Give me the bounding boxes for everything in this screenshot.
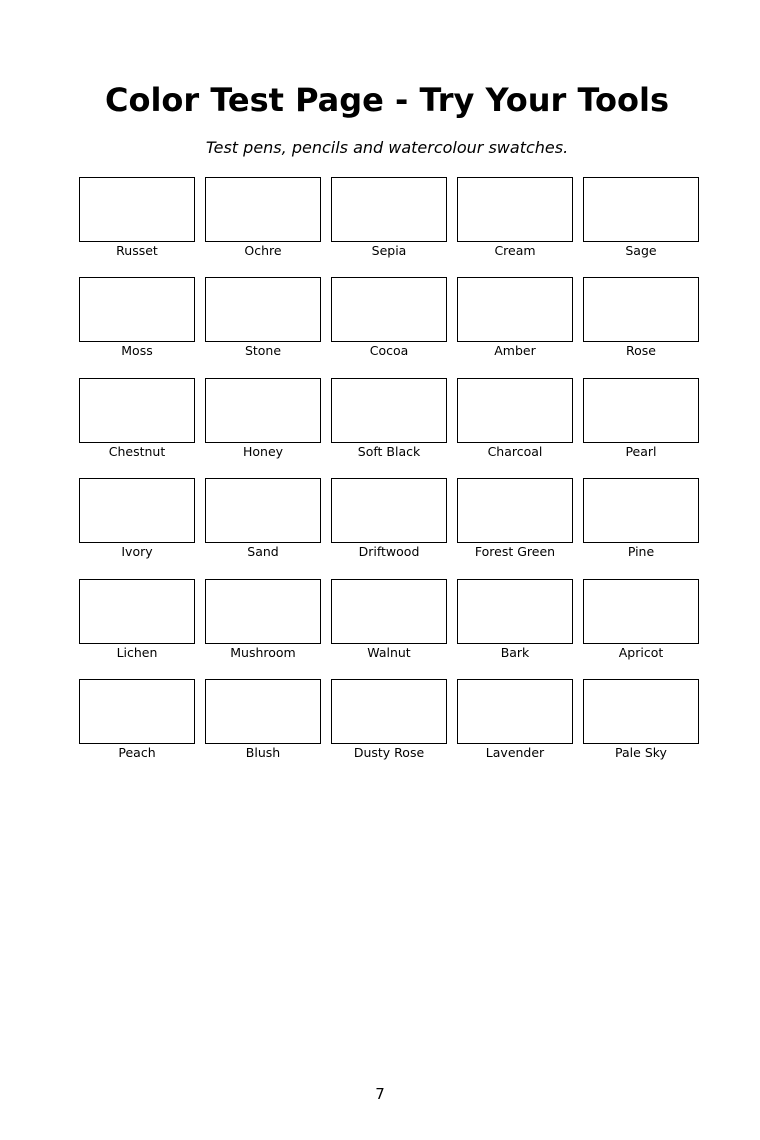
swatch-box <box>205 277 321 342</box>
swatch-cell <box>79 277 195 377</box>
swatch-box <box>331 277 447 342</box>
swatch-cell <box>205 277 321 377</box>
swatch-label: Ochre <box>244 243 282 258</box>
swatch-cell <box>583 277 699 377</box>
swatch-box <box>205 478 321 543</box>
swatch-box <box>457 679 573 744</box>
swatch-label: Blush <box>245 744 281 760</box>
swatch-label: Pearl <box>625 443 657 459</box>
swatch-label: Forest Green <box>474 544 556 560</box>
swatch-box <box>583 277 699 342</box>
swatch-cell <box>457 378 573 478</box>
swatch-cell <box>331 277 447 377</box>
swatch-label: Amber <box>494 343 536 359</box>
swatch-label: Cocoa <box>369 343 409 359</box>
page-subtitle: Test pens, pencils and watercolour swatches. <box>205 138 569 157</box>
swatch-grid <box>79 177 698 779</box>
swatch-label: Bark <box>500 644 530 660</box>
swatch-box <box>205 579 321 644</box>
swatch-box <box>205 378 321 443</box>
swatch-cell <box>205 177 321 277</box>
swatch-box <box>331 177 447 242</box>
swatch-label: Cream <box>494 243 536 258</box>
swatch-box <box>79 478 195 543</box>
swatch-cell <box>583 478 699 578</box>
swatch-label: Charcoal <box>487 443 543 459</box>
page-number: 7 <box>375 1085 385 1103</box>
swatch-cell <box>331 579 447 679</box>
swatch-cell <box>205 679 321 779</box>
swatch-cell <box>205 579 321 679</box>
swatch-box <box>331 679 447 744</box>
swatch-cell <box>79 679 195 779</box>
swatch-box <box>583 177 699 242</box>
swatch-cell <box>331 679 447 779</box>
swatch-label: Lavender <box>485 744 545 760</box>
swatch-label: Sand <box>247 544 279 560</box>
swatch-cell <box>457 478 573 578</box>
swatch-box <box>457 277 573 342</box>
swatch-cell <box>79 378 195 478</box>
swatch-label: Chestnut <box>108 443 166 459</box>
swatch-cell <box>457 579 573 679</box>
swatch-box <box>79 277 195 342</box>
swatch-cell <box>583 177 699 277</box>
swatch-cell <box>331 478 447 578</box>
swatch-box <box>583 579 699 644</box>
swatch-box <box>583 478 699 543</box>
swatch-cell <box>583 579 699 679</box>
swatch-box <box>583 378 699 443</box>
swatch-label: Sepia <box>371 243 407 258</box>
swatch-box <box>583 679 699 744</box>
swatch-box <box>205 177 321 242</box>
swatch-label: Apricot <box>618 644 664 660</box>
swatch-box <box>79 579 195 644</box>
swatch-label: Pine <box>627 544 655 560</box>
swatch-box <box>331 378 447 443</box>
swatch-cell <box>583 378 699 478</box>
swatch-label: Rose <box>626 343 656 359</box>
swatch-label: Driftwood <box>358 544 420 560</box>
swatch-cell <box>457 277 573 377</box>
swatch-cell <box>205 378 321 478</box>
swatch-label: Ivory <box>121 544 153 560</box>
swatch-cell <box>457 177 573 277</box>
swatch-label: Mushroom <box>230 644 296 660</box>
swatch-box <box>457 579 573 644</box>
swatch-label: Lichen <box>116 644 158 660</box>
swatch-cell <box>79 177 195 277</box>
swatch-label: Walnut <box>367 644 411 660</box>
swatch-label: Peach <box>118 744 156 760</box>
swatch-cell <box>79 478 195 578</box>
swatch-box <box>457 177 573 242</box>
swatch-label: Moss <box>121 343 153 359</box>
swatch-box <box>331 579 447 644</box>
swatch-label: Honey <box>242 443 284 459</box>
swatch-label: Soft Black <box>357 443 421 459</box>
swatch-box <box>331 478 447 543</box>
swatch-label: Russet <box>116 243 158 258</box>
swatch-box <box>79 378 195 443</box>
swatch-cell <box>331 378 447 478</box>
swatch-label: Stone <box>244 343 282 359</box>
swatch-box <box>79 679 195 744</box>
swatch-box <box>457 478 573 543</box>
swatch-cell <box>583 679 699 779</box>
swatch-cell <box>331 177 447 277</box>
swatch-box <box>205 679 321 744</box>
swatch-box <box>457 378 573 443</box>
swatch-cell <box>79 579 195 679</box>
swatch-cell <box>205 478 321 578</box>
swatch-box <box>79 177 195 242</box>
swatch-label: Sage <box>625 243 657 258</box>
swatch-cell <box>457 679 573 779</box>
swatch-label: Pale Sky <box>615 744 667 760</box>
page-title: Color Test Page - Try Your Tools <box>104 81 670 119</box>
swatch-label: Dusty Rose <box>353 744 425 760</box>
